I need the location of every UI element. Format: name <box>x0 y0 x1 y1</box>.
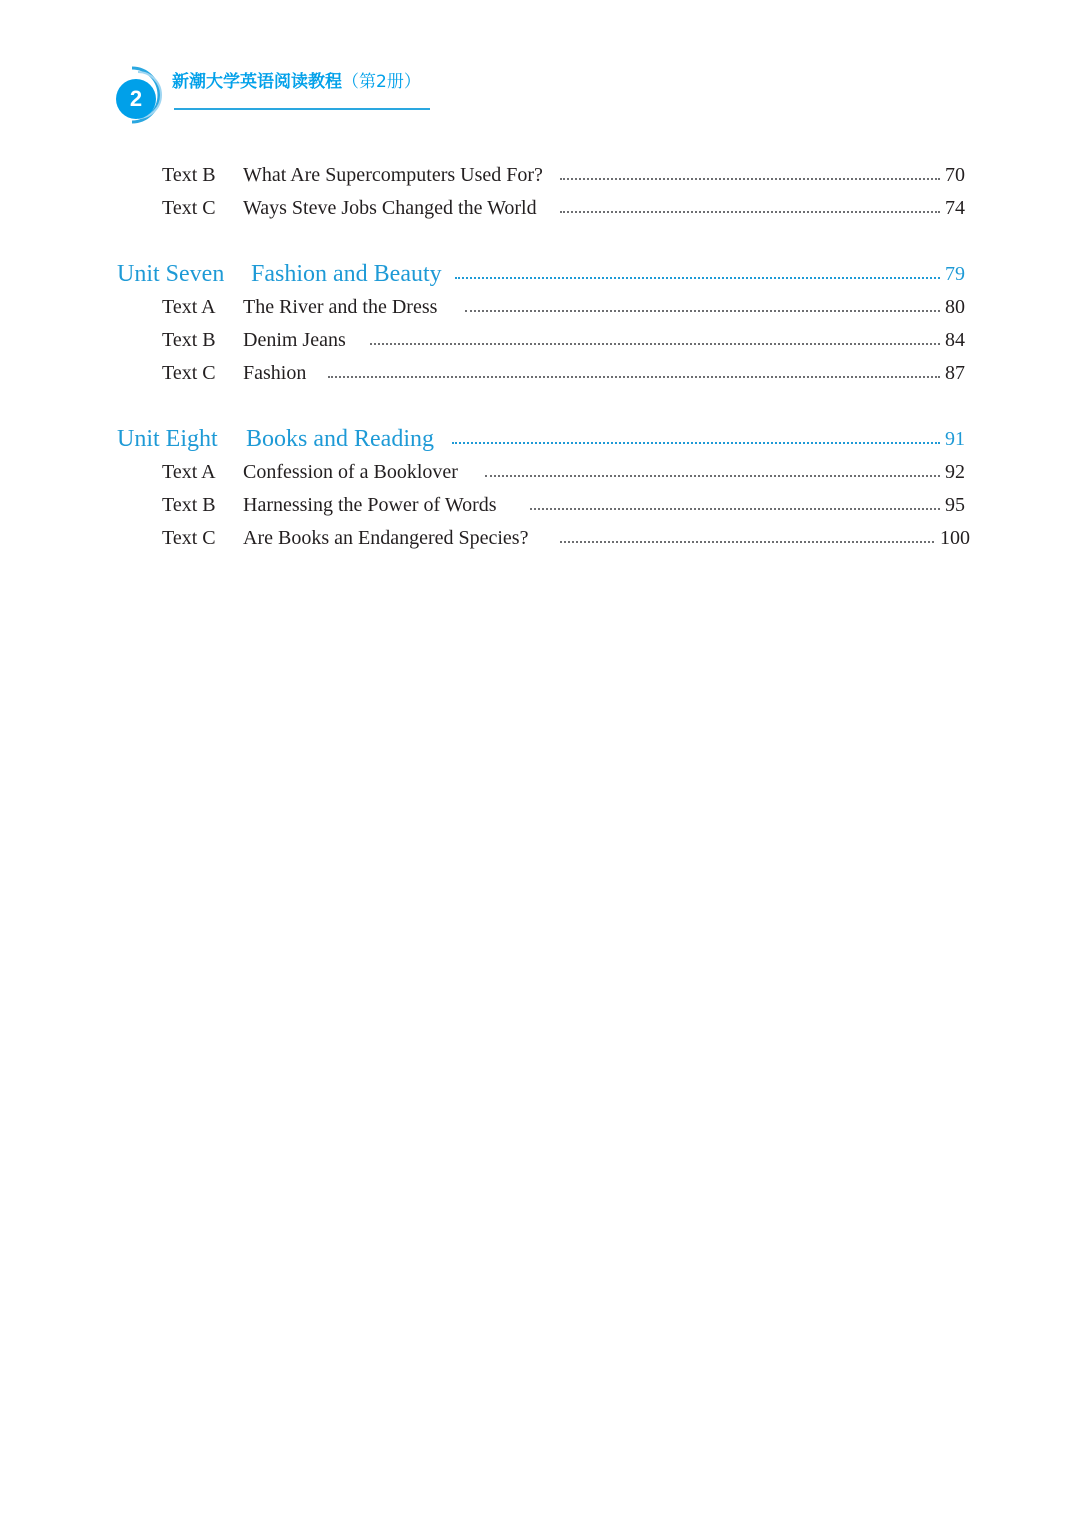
toc-entry-label: Text B <box>162 329 216 351</box>
dot-leader <box>455 277 940 279</box>
toc-entry-title: Harnessing the Power of Words <box>243 490 503 520</box>
toc-entry-label: Text C <box>162 362 216 384</box>
toc-entry[interactable] <box>0 490 1080 520</box>
dot-leader <box>328 376 940 378</box>
toc-entry-page: 92 <box>945 461 965 483</box>
toc-entry-label: Text C <box>162 197 216 219</box>
toc-unit-heading[interactable] <box>0 424 1080 454</box>
toc-entry-title: Denim Jeans <box>243 325 352 355</box>
toc-entry[interactable] <box>0 325 1080 355</box>
toc-entry-title: Confession of a Booklover <box>243 457 464 487</box>
toc-entry-label: Text A <box>162 296 216 318</box>
toc-entry-label: Text B <box>162 494 216 516</box>
dot-leader <box>485 475 940 477</box>
book-title-main: 新潮大学英语阅读教程 <box>172 72 342 92</box>
toc-entry-title: Ways Steve Jobs Changed the World <box>243 193 543 223</box>
toc-entry[interactable] <box>0 358 1080 388</box>
dot-leader <box>465 310 940 312</box>
toc-entry-title: What Are Supercomputers Used For? <box>243 160 549 190</box>
unit-page: 91 <box>945 428 965 450</box>
dot-leader <box>560 541 934 543</box>
page-number-badge: 2 <box>116 79 156 119</box>
toc-entry-page: 87 <box>945 362 965 384</box>
dot-leader <box>530 508 940 510</box>
toc-entry[interactable] <box>0 523 1080 553</box>
toc-unit-heading[interactable] <box>0 259 1080 289</box>
toc-entry-label: Text A <box>162 461 216 483</box>
toc-entry-page: 70 <box>945 164 965 186</box>
toc-entry-title: The River and the Dress <box>243 292 443 322</box>
toc-entry-title: Are Books an Endangered Species? <box>243 523 534 553</box>
toc-entry[interactable] <box>0 160 1080 190</box>
dot-leader <box>370 343 940 345</box>
dot-leader <box>560 211 940 213</box>
toc-entry-page: 74 <box>945 197 965 219</box>
toc-entry-title: Fashion <box>243 358 312 388</box>
unit-page: 79 <box>945 263 965 285</box>
toc-entry-page: 95 <box>945 494 965 516</box>
unit-label: Unit Eight <box>117 426 218 452</box>
toc-entry[interactable] <box>0 457 1080 487</box>
toc-entry[interactable] <box>0 292 1080 322</box>
toc-entry-page: 84 <box>945 329 965 351</box>
unit-label: Unit Seven <box>117 261 225 287</box>
book-volume: （第2册） <box>342 72 421 92</box>
dot-leader <box>452 442 940 444</box>
unit-title: Fashion and Beauty <box>251 259 448 289</box>
dot-leader <box>560 178 940 180</box>
toc-entry-page: 80 <box>945 296 965 318</box>
toc-entry-page: 100 <box>940 527 970 549</box>
toc-entry[interactable] <box>0 193 1080 223</box>
toc-entry-label: Text B <box>162 164 216 186</box>
toc-entry-label: Text C <box>162 527 216 549</box>
unit-title: Books and Reading <box>246 424 440 454</box>
